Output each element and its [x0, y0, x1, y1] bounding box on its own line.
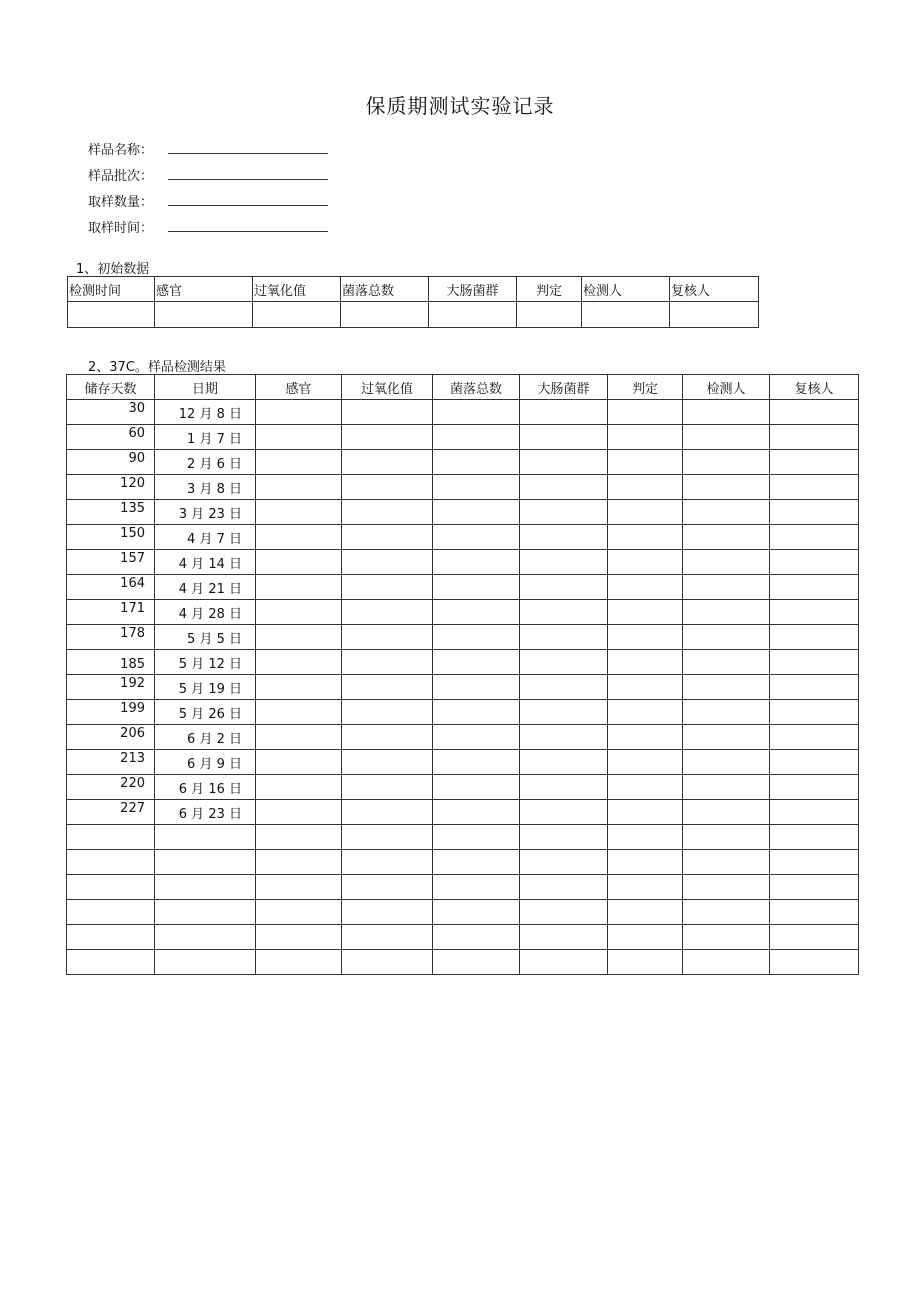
table-row	[67, 625, 859, 650]
header-cell: 判定	[517, 277, 582, 302]
table-cell[interactable]	[770, 675, 859, 700]
header-cell: 菌落总数	[341, 277, 429, 302]
table-cell[interactable]	[256, 800, 342, 825]
storage-days-cell[interactable]: 90	[67, 450, 155, 475]
date-cell[interactable]: 6 月 2 日	[155, 725, 256, 750]
table-cell[interactable]	[520, 625, 608, 650]
header-cell: 大肠菌群	[520, 375, 608, 400]
table-cell[interactable]	[342, 600, 433, 625]
storage-days-cell[interactable]: 164	[67, 575, 155, 600]
table-row	[67, 450, 859, 475]
table-cell[interactable]	[683, 925, 770, 950]
sample-quantity-label: 取样数量：	[88, 195, 154, 210]
table-cell[interactable]	[520, 725, 608, 750]
header-cell: 检测时间	[68, 277, 155, 302]
date-cell[interactable]: 5 月 5 日	[155, 625, 256, 650]
storage-days-cell[interactable]: 206	[67, 725, 155, 750]
initial-data-table	[67, 276, 759, 328]
table-cell[interactable]	[770, 775, 859, 800]
table-cell[interactable]	[342, 750, 433, 775]
table-cell[interactable]	[155, 950, 256, 975]
table-cell[interactable]	[683, 800, 770, 825]
table-cell[interactable]	[256, 425, 342, 450]
date-cell[interactable]: 4 月 14 日	[155, 550, 256, 575]
table-cell[interactable]	[256, 600, 342, 625]
sample-batch-label: 样品批次：	[88, 169, 154, 184]
table-cell[interactable]	[608, 675, 683, 700]
table-row	[67, 400, 859, 425]
table-cell[interactable]	[770, 850, 859, 875]
table-cell[interactable]	[67, 900, 155, 925]
table-cell[interactable]	[433, 775, 520, 800]
table-cell[interactable]	[683, 700, 770, 725]
table-cell[interactable]	[770, 925, 859, 950]
table-cell[interactable]	[608, 925, 683, 950]
date-cell[interactable]: 5 月 12 日	[155, 650, 256, 675]
table-cell[interactable]	[433, 825, 520, 850]
table-row	[67, 600, 859, 625]
table-cell[interactable]	[608, 525, 683, 550]
table-row	[67, 425, 859, 450]
table-cell[interactable]	[429, 302, 517, 328]
table-cell[interactable]	[520, 400, 608, 425]
table-cell[interactable]	[342, 625, 433, 650]
sample-name-label: 样品名称：	[88, 143, 154, 158]
sampling-time-label: 取样时间：	[88, 221, 154, 236]
table-cell[interactable]	[683, 725, 770, 750]
storage-days-cell[interactable]: 227	[67, 800, 155, 825]
date-cell[interactable]: 4 月 21 日	[155, 575, 256, 600]
table-cell[interactable]	[433, 525, 520, 550]
table-cell[interactable]	[342, 900, 433, 925]
storage-days-cell[interactable]: 30	[67, 400, 155, 425]
storage-days-cell[interactable]: 213	[67, 750, 155, 775]
storage-days-cell[interactable]: 120	[67, 475, 155, 500]
storage-days-cell[interactable]: 157	[67, 550, 155, 575]
table-cell[interactable]	[683, 950, 770, 975]
table-cell[interactable]	[256, 950, 342, 975]
table-cell[interactable]	[433, 750, 520, 775]
table-cell[interactable]	[256, 675, 342, 700]
table-cell[interactable]	[608, 425, 683, 450]
table-cell[interactable]	[683, 400, 770, 425]
date-cell[interactable]: 4 月 7 日	[155, 525, 256, 550]
header-cell: 复核人	[670, 277, 759, 302]
table-cell[interactable]	[670, 302, 759, 328]
table-cell[interactable]	[256, 700, 342, 725]
table-cell[interactable]	[433, 650, 520, 675]
table-row	[67, 900, 859, 925]
table-cell[interactable]	[683, 525, 770, 550]
table-cell[interactable]	[770, 525, 859, 550]
table-cell[interactable]	[433, 550, 520, 575]
table-cell[interactable]	[683, 625, 770, 650]
table-cell[interactable]	[433, 425, 520, 450]
table-cell[interactable]	[608, 550, 683, 575]
table-cell[interactable]	[683, 425, 770, 450]
table-cell[interactable]	[155, 875, 256, 900]
table-cell[interactable]	[683, 650, 770, 675]
table-cell[interactable]	[342, 500, 433, 525]
table-row	[67, 650, 859, 675]
date-cell[interactable]: 6 月 16 日	[155, 775, 256, 800]
table-cell[interactable]	[433, 475, 520, 500]
header-cell: 检测人	[582, 277, 670, 302]
table-row	[67, 800, 859, 825]
storage-days-cell[interactable]: 220	[67, 775, 155, 800]
table-cell[interactable]	[433, 950, 520, 975]
table-cell[interactable]	[342, 425, 433, 450]
table-row	[67, 950, 859, 975]
date-cell[interactable]: 5 月 26 日	[155, 700, 256, 725]
table-row	[67, 850, 859, 875]
header-cell: 日期	[155, 375, 256, 400]
header-cell: 感官	[155, 277, 253, 302]
table-cell[interactable]	[433, 625, 520, 650]
table-cell[interactable]	[433, 450, 520, 475]
table-cell[interactable]	[608, 475, 683, 500]
table-cell[interactable]	[770, 400, 859, 425]
table-cell[interactable]	[770, 600, 859, 625]
storage-days-cell[interactable]: 192	[67, 675, 155, 700]
date-cell[interactable]: 3 月 8 日	[155, 475, 256, 500]
table-cell[interactable]	[256, 550, 342, 575]
table-cell[interactable]	[770, 725, 859, 750]
table-cell[interactable]	[433, 575, 520, 600]
table-cell[interactable]	[683, 600, 770, 625]
table-cell[interactable]	[342, 475, 433, 500]
table-row	[67, 925, 859, 950]
table-cell[interactable]	[683, 675, 770, 700]
table-cell[interactable]	[520, 425, 608, 450]
table-cell[interactable]	[517, 302, 582, 328]
table-cell[interactable]	[342, 875, 433, 900]
sampling-time-input[interactable]	[168, 217, 328, 232]
table-cell[interactable]	[341, 302, 429, 328]
date-cell[interactable]: 12 月 8 日	[155, 400, 256, 425]
table-cell[interactable]	[256, 525, 342, 550]
table-cell[interactable]	[433, 500, 520, 525]
table-cell[interactable]	[520, 850, 608, 875]
table-cell[interactable]	[683, 500, 770, 525]
table-cell[interactable]	[433, 400, 520, 425]
table-cell[interactable]	[683, 575, 770, 600]
table-cell[interactable]	[683, 775, 770, 800]
header-cell: 储存天数	[67, 375, 155, 400]
table-cell[interactable]	[520, 900, 608, 925]
storage-days-cell[interactable]: 185	[67, 650, 155, 675]
table-cell[interactable]	[608, 600, 683, 625]
table-cell[interactable]	[520, 825, 608, 850]
table-cell[interactable]	[608, 575, 683, 600]
table-cell[interactable]	[520, 450, 608, 475]
table-cell[interactable]	[520, 500, 608, 525]
table-cell[interactable]	[256, 900, 342, 925]
table-cell[interactable]	[683, 550, 770, 575]
table-cell[interactable]	[342, 700, 433, 725]
table-cell[interactable]	[770, 500, 859, 525]
table-cell[interactable]	[342, 675, 433, 700]
table-header-row	[68, 277, 759, 302]
table-cell[interactable]	[433, 850, 520, 875]
results-body	[67, 400, 859, 975]
table-row	[67, 675, 859, 700]
table-cell[interactable]	[683, 450, 770, 475]
sample-batch-input[interactable]	[168, 165, 328, 180]
table-row	[67, 500, 859, 525]
table-header-row	[67, 375, 859, 400]
table-cell[interactable]	[342, 400, 433, 425]
table-cell[interactable]	[256, 750, 342, 775]
table-cell[interactable]	[520, 675, 608, 700]
table-cell[interactable]	[433, 600, 520, 625]
table-cell[interactable]	[342, 825, 433, 850]
date-cell[interactable]: 1 月 7 日	[155, 425, 256, 450]
table-cell[interactable]	[67, 950, 155, 975]
table-cell[interactable]	[520, 575, 608, 600]
table-cell[interactable]	[770, 475, 859, 500]
table-cell[interactable]	[608, 500, 683, 525]
table-cell[interactable]	[253, 302, 341, 328]
table-cell[interactable]	[770, 950, 859, 975]
table-row	[67, 875, 859, 900]
header-cell: 菌落总数	[433, 375, 520, 400]
table-cell[interactable]	[520, 950, 608, 975]
table-cell[interactable]	[770, 425, 859, 450]
table-cell[interactable]	[67, 825, 155, 850]
table-cell[interactable]	[256, 925, 342, 950]
storage-days-cell[interactable]: 178	[67, 625, 155, 650]
test-results-table	[66, 374, 859, 975]
table-row	[67, 750, 859, 775]
table-cell[interactable]	[342, 800, 433, 825]
table-cell[interactable]	[770, 900, 859, 925]
table-cell[interactable]	[770, 750, 859, 775]
table-cell[interactable]	[67, 925, 155, 950]
date-cell[interactable]: 2 月 6 日	[155, 450, 256, 475]
storage-days-cell[interactable]: 135	[67, 500, 155, 525]
date-cell[interactable]: 6 月 23 日	[155, 800, 256, 825]
initial-data-title: 1、初始数据	[76, 262, 150, 277]
table-cell[interactable]	[342, 550, 433, 575]
table-cell[interactable]	[342, 575, 433, 600]
sample-quantity-field	[88, 184, 328, 210]
table-cell[interactable]	[342, 450, 433, 475]
table-cell[interactable]	[342, 725, 433, 750]
storage-days-cell[interactable]: 171	[67, 600, 155, 625]
table-cell[interactable]	[433, 725, 520, 750]
table-row	[67, 550, 859, 575]
table-cell[interactable]	[608, 750, 683, 775]
table-cell[interactable]	[256, 575, 342, 600]
table-cell[interactable]	[520, 550, 608, 575]
table-cell[interactable]	[683, 825, 770, 850]
table-cell[interactable]	[342, 850, 433, 875]
table-cell[interactable]	[520, 600, 608, 625]
page-title: 保质期测试实验记录	[365, 94, 555, 118]
storage-days-cell[interactable]: 199	[67, 700, 155, 725]
sample-name-input[interactable]	[168, 139, 328, 154]
table-cell[interactable]	[155, 825, 256, 850]
table-cell[interactable]	[433, 800, 520, 825]
table-cell[interactable]	[520, 925, 608, 950]
table-cell[interactable]	[770, 825, 859, 850]
table-row	[67, 725, 859, 750]
test-results-title: 2、37C。样品检测结果	[88, 360, 226, 375]
header-cell: 大肠菌群	[429, 277, 517, 302]
date-cell[interactable]: 4 月 28 日	[155, 600, 256, 625]
table-cell[interactable]	[256, 650, 342, 675]
table-cell[interactable]	[520, 750, 608, 775]
header-cell: 过氧化值	[342, 375, 433, 400]
table-cell[interactable]	[608, 700, 683, 725]
table-cell[interactable]	[770, 800, 859, 825]
table-cell[interactable]	[770, 875, 859, 900]
header-cell: 复核人	[770, 375, 859, 400]
sample-batch-field	[88, 158, 328, 184]
table-cell[interactable]	[608, 400, 683, 425]
table-cell[interactable]	[67, 850, 155, 875]
table-cell[interactable]	[256, 875, 342, 900]
table-cell[interactable]	[770, 550, 859, 575]
table-cell[interactable]	[155, 900, 256, 925]
storage-days-cell[interactable]: 60	[67, 425, 155, 450]
table-cell[interactable]	[683, 875, 770, 900]
table-row	[67, 775, 859, 800]
table-row	[67, 825, 859, 850]
sampling-time-field	[88, 210, 328, 236]
table-cell[interactable]	[770, 650, 859, 675]
table-cell[interactable]	[433, 875, 520, 900]
table-cell[interactable]	[256, 625, 342, 650]
date-cell[interactable]: 6 月 9 日	[155, 750, 256, 775]
table-cell[interactable]	[520, 775, 608, 800]
table-cell[interactable]	[342, 925, 433, 950]
table-cell[interactable]	[608, 850, 683, 875]
table-cell[interactable]	[256, 400, 342, 425]
table-cell[interactable]	[256, 475, 342, 500]
table-cell[interactable]	[256, 825, 342, 850]
table-cell[interactable]	[770, 450, 859, 475]
table-row	[68, 302, 759, 328]
table-cell[interactable]	[608, 875, 683, 900]
table-cell[interactable]	[608, 775, 683, 800]
table-row	[67, 700, 859, 725]
table-cell[interactable]	[520, 525, 608, 550]
table-cell[interactable]	[68, 302, 155, 328]
table-cell[interactable]	[608, 950, 683, 975]
table-row	[67, 475, 859, 500]
table-cell[interactable]	[155, 925, 256, 950]
table-cell[interactable]	[683, 750, 770, 775]
header-cell: 检测人	[683, 375, 770, 400]
table-cell[interactable]	[520, 650, 608, 675]
table-cell[interactable]	[433, 925, 520, 950]
table-cell[interactable]	[608, 625, 683, 650]
table-cell[interactable]	[67, 875, 155, 900]
table-cell[interactable]	[256, 500, 342, 525]
table-cell[interactable]	[520, 800, 608, 825]
table-cell[interactable]	[342, 950, 433, 975]
date-cell[interactable]: 3 月 23 日	[155, 500, 256, 525]
table-cell[interactable]	[683, 900, 770, 925]
table-cell[interactable]	[608, 450, 683, 475]
table-cell[interactable]	[433, 675, 520, 700]
table-cell[interactable]	[608, 825, 683, 850]
table-cell[interactable]	[770, 575, 859, 600]
table-cell[interactable]	[608, 800, 683, 825]
table-cell[interactable]	[256, 450, 342, 475]
table-row	[67, 525, 859, 550]
table-cell[interactable]	[342, 775, 433, 800]
table-cell[interactable]	[683, 475, 770, 500]
table-cell[interactable]	[770, 625, 859, 650]
date-cell[interactable]: 5 月 19 日	[155, 675, 256, 700]
table-cell[interactable]	[582, 302, 670, 328]
header-cell: 感官	[256, 375, 342, 400]
table-cell[interactable]	[342, 650, 433, 675]
header-cell: 过氧化值	[253, 277, 341, 302]
table-cell[interactable]	[256, 725, 342, 750]
table-cell[interactable]	[520, 475, 608, 500]
sample-info-fields	[88, 132, 328, 236]
table-cell[interactable]	[155, 850, 256, 875]
table-cell[interactable]	[433, 900, 520, 925]
sample-quantity-input[interactable]	[168, 191, 328, 206]
sample-name-field	[88, 132, 328, 158]
table-cell[interactable]	[608, 725, 683, 750]
table-cell[interactable]	[256, 775, 342, 800]
table-cell[interactable]	[155, 302, 253, 328]
table-cell[interactable]	[433, 700, 520, 725]
table-cell[interactable]	[608, 900, 683, 925]
table-cell[interactable]	[256, 850, 342, 875]
table-cell[interactable]	[520, 700, 608, 725]
table-row	[67, 575, 859, 600]
table-cell[interactable]	[520, 875, 608, 900]
table-cell[interactable]	[342, 525, 433, 550]
storage-days-cell[interactable]: 150	[67, 525, 155, 550]
table-cell[interactable]	[770, 700, 859, 725]
table-cell[interactable]	[608, 650, 683, 675]
table-cell[interactable]	[683, 850, 770, 875]
header-cell: 判定	[608, 375, 683, 400]
